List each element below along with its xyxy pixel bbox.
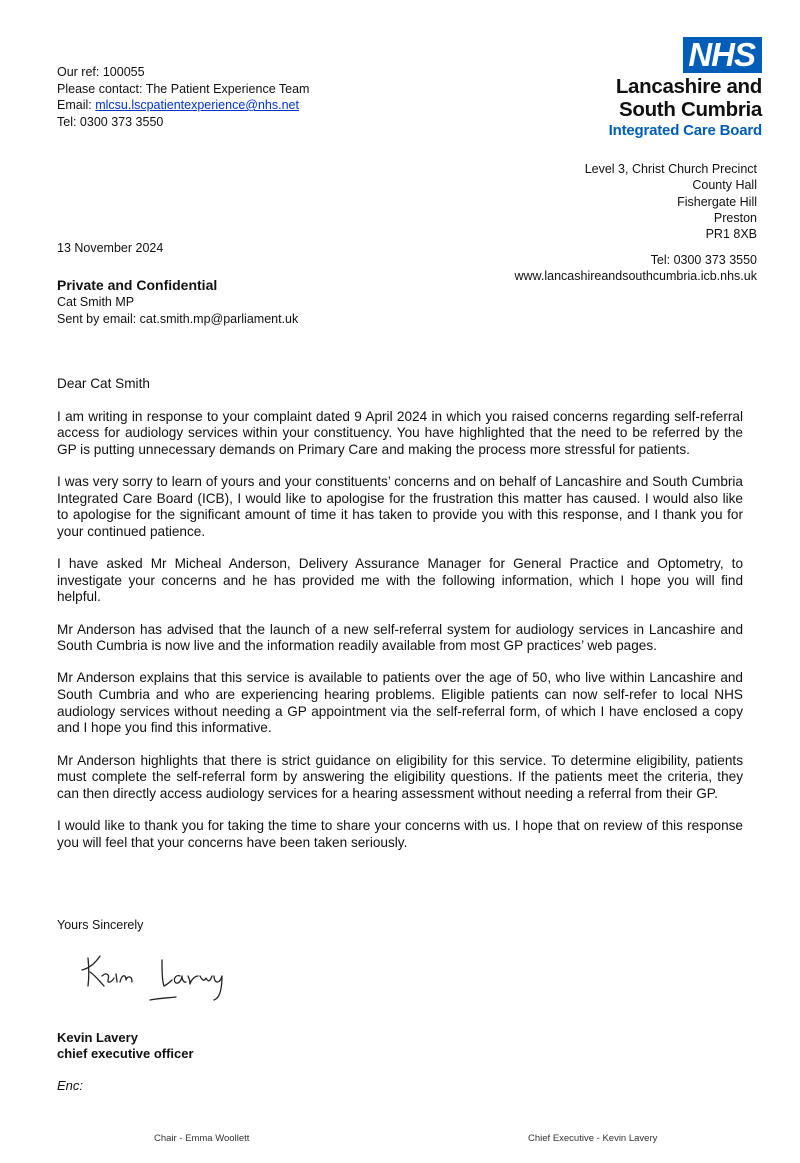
paragraph: I have asked Mr Micheal Anderson, Delivery Assurance Manager for General Practice and Optometry, to investigate your concerns and he has provided me with the following information, which I hope you will find helpful. bbox=[57, 556, 743, 605]
org-name-line1: Lancashire and bbox=[615, 75, 762, 98]
email-link[interactable]: mlcsu.lscpatientexperience@nhs.net bbox=[95, 98, 299, 112]
sender-contact bbox=[515, 252, 758, 285]
recipient-name: Cat Smith MP bbox=[57, 295, 135, 309]
email-line bbox=[57, 97, 309, 114]
enclosure: Enc: bbox=[57, 1078, 84, 1093]
email-label: Email: bbox=[57, 98, 96, 112]
paragraph: Mr Anderson explains that this service is available to patients over the age of 50, who live within Lancashire and South Cumbria and who are experiencing hearing problems. Eligible patients can now self-refer to local NHS audiology services without needing a GP appointment via the self-referral form, of which I have enclosed a copy and I hope you find this informative. bbox=[57, 670, 743, 736]
salutation: Dear Cat Smith bbox=[57, 376, 150, 391]
footer-chief-executive: Chief Executive - Kevin Lavery bbox=[528, 1133, 658, 1144]
org-name-line2: South Cumbria bbox=[618, 98, 762, 121]
paragraph: Mr Anderson highlights that there is strict guidance on eligibility for this service. To determine eligibility, patients must complete the self-referral form by answering the eligibility questions. If the patients meet the criteria, they can then directly access audiology services for a hearing assessment without needing a referral from their GP. bbox=[57, 752, 743, 801]
sender-address bbox=[585, 161, 757, 242]
address-line: Fishergate Hill bbox=[677, 194, 757, 209]
paragraph: Mr Anderson has advised that the launch of a new self-referral system for audiology services in Lancashire and South Cumbria is now live and the information readily available from most GP practices’ web pages. bbox=[57, 621, 743, 654]
nhs-logo-box: NHS bbox=[683, 37, 762, 73]
address-line: County Hall bbox=[692, 178, 757, 193]
signer-block bbox=[57, 1030, 194, 1062]
recipient-block bbox=[57, 276, 298, 327]
recipient-email: Sent by email: cat.smith.mp@parliament.uk bbox=[57, 311, 299, 326]
reference-block bbox=[57, 64, 309, 130]
nhs-logo bbox=[562, 37, 762, 140]
signature-image bbox=[80, 948, 255, 1010]
paragraph: I would like to thank you for taking the time to share your concerns with us. I hope that on review of this response you will feel that your concerns have been taken seriously. bbox=[57, 818, 743, 850]
signer-name: Kevin Lavery bbox=[57, 1030, 138, 1045]
contact-tel: Tel: 0300 373 3550 bbox=[650, 253, 757, 267]
address-line: Level 3, Christ Church Precinct bbox=[584, 162, 757, 176]
org-name-line3: Integrated Care Board bbox=[608, 122, 762, 139]
contact-website: www.lancashireandsouthcumbria.icb.nhs.uk bbox=[514, 269, 757, 284]
address-line: PR1 8XB bbox=[705, 227, 757, 242]
tel-line: Tel: 0300 373 3550 bbox=[57, 114, 164, 129]
confidential-heading: Private and Confidential bbox=[57, 277, 218, 293]
our-ref: Our ref: 100055 bbox=[57, 65, 145, 79]
signer-title: chief executive officer bbox=[57, 1046, 194, 1061]
footer-chair: Chair - Emma Woollett bbox=[154, 1133, 250, 1144]
closing: Yours Sincerely bbox=[57, 918, 144, 932]
contact-line: Please contact: The Patient Experience Team bbox=[57, 81, 310, 96]
paragraph: I was very sorry to learn of yours and your constituents’ concerns and on behalf of Lancashire and South Cumbria Integrated Care Board (ICB), I would like to apologise for the frustration this matter has caused. I would also like to apologise for the significant amount of time it has taken to provide you with this response, and I thank you for your continued patience. bbox=[57, 474, 743, 539]
paragraph: I am writing in response to your complaint dated 9 April 2024 in which you raised concerns regarding self-referral access for audiology services within your constituency. You have highlighted that the need to be referred by the GP is putting unnecessary demands on Primary Care and making the process more stressful for patients. bbox=[57, 408, 743, 457]
letter-body bbox=[57, 376, 743, 867]
letter-date: 13 November 2024 bbox=[57, 241, 164, 255]
address-line: Preston bbox=[713, 210, 757, 225]
